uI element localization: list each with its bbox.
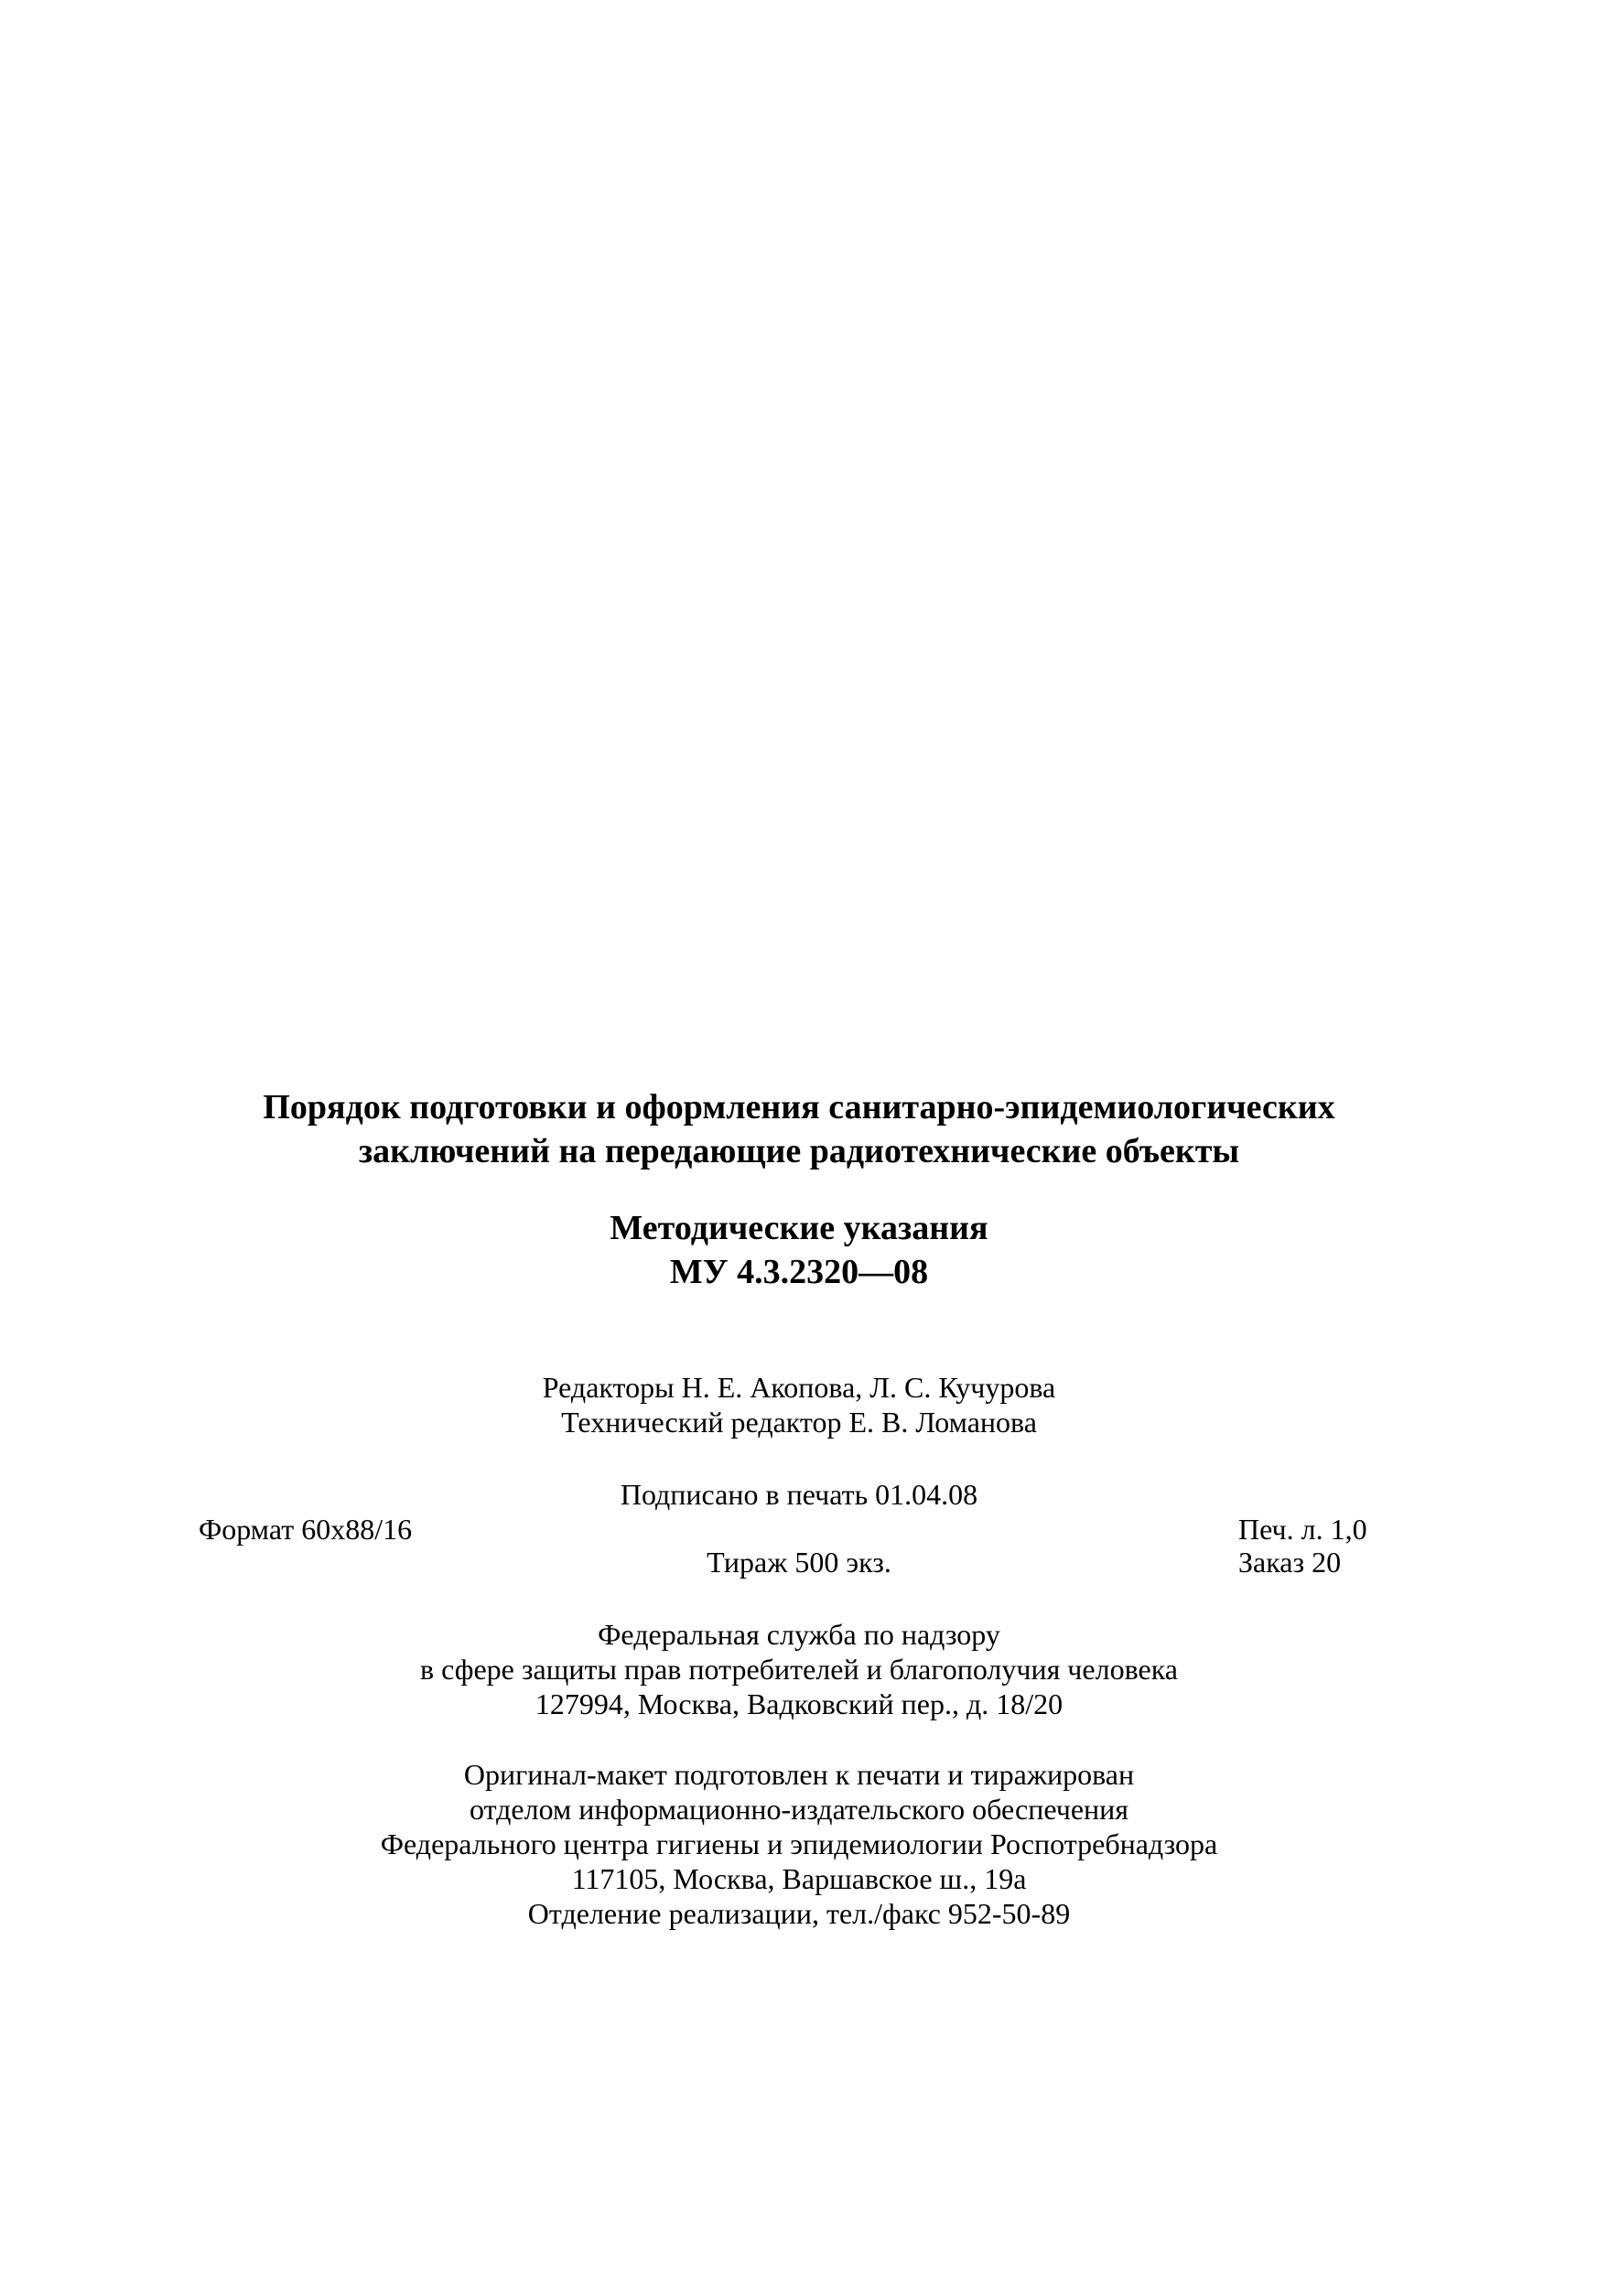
sales-contact: Отделение реализации, тел./факс 952-50-89: [527, 1897, 1071, 1930]
print-run: Тираж 500 экз.: [707, 1546, 891, 1579]
signed-to-print: Подписано в печать 01.04.08: [620, 1478, 978, 1511]
document-title-line-1: Порядок подготовки и оформления санитарно-эпидемиологических: [263, 1088, 1335, 1126]
document-code: МУ 4.3.2320—08: [669, 1253, 929, 1291]
tech-editor-credit: Технический редактор Е. В. Ломанова: [561, 1406, 1037, 1439]
producer-address: 117105, Москва, Варшавское ш., 19а: [571, 1862, 1027, 1895]
order-number: Заказ 20: [1238, 1546, 1342, 1579]
producer-line-1: Оригинал-макет подготовлен к печати и тиражирован: [463, 1758, 1135, 1791]
paper-format: Формат 60x88/16: [199, 1513, 413, 1546]
publisher-address: 127994, Москва, Вадковский пер., д. 18/20: [534, 1687, 1064, 1720]
editors-credit: Редакторы Н. Е. Акопова, Л. С. Кучурова: [542, 1371, 1056, 1404]
printed-sheets: Печ. л. 1,0: [1238, 1513, 1367, 1546]
publisher-line-2: в сфере защиты прав потребителей и благополучия человека: [420, 1653, 1178, 1686]
producer-line-3: Федерального центра гигиены и эпидемиологии Роспотребнадзора: [380, 1827, 1218, 1860]
document-title-line-2: заключений на передающие радиотехнические объекты: [358, 1132, 1240, 1170]
document-type: Методические указания: [610, 1209, 988, 1247]
producer-line-2: отделом информационно-издательского обеспечения: [469, 1793, 1129, 1826]
publisher-line-1: Федеральная служба по надзору: [598, 1618, 1000, 1651]
